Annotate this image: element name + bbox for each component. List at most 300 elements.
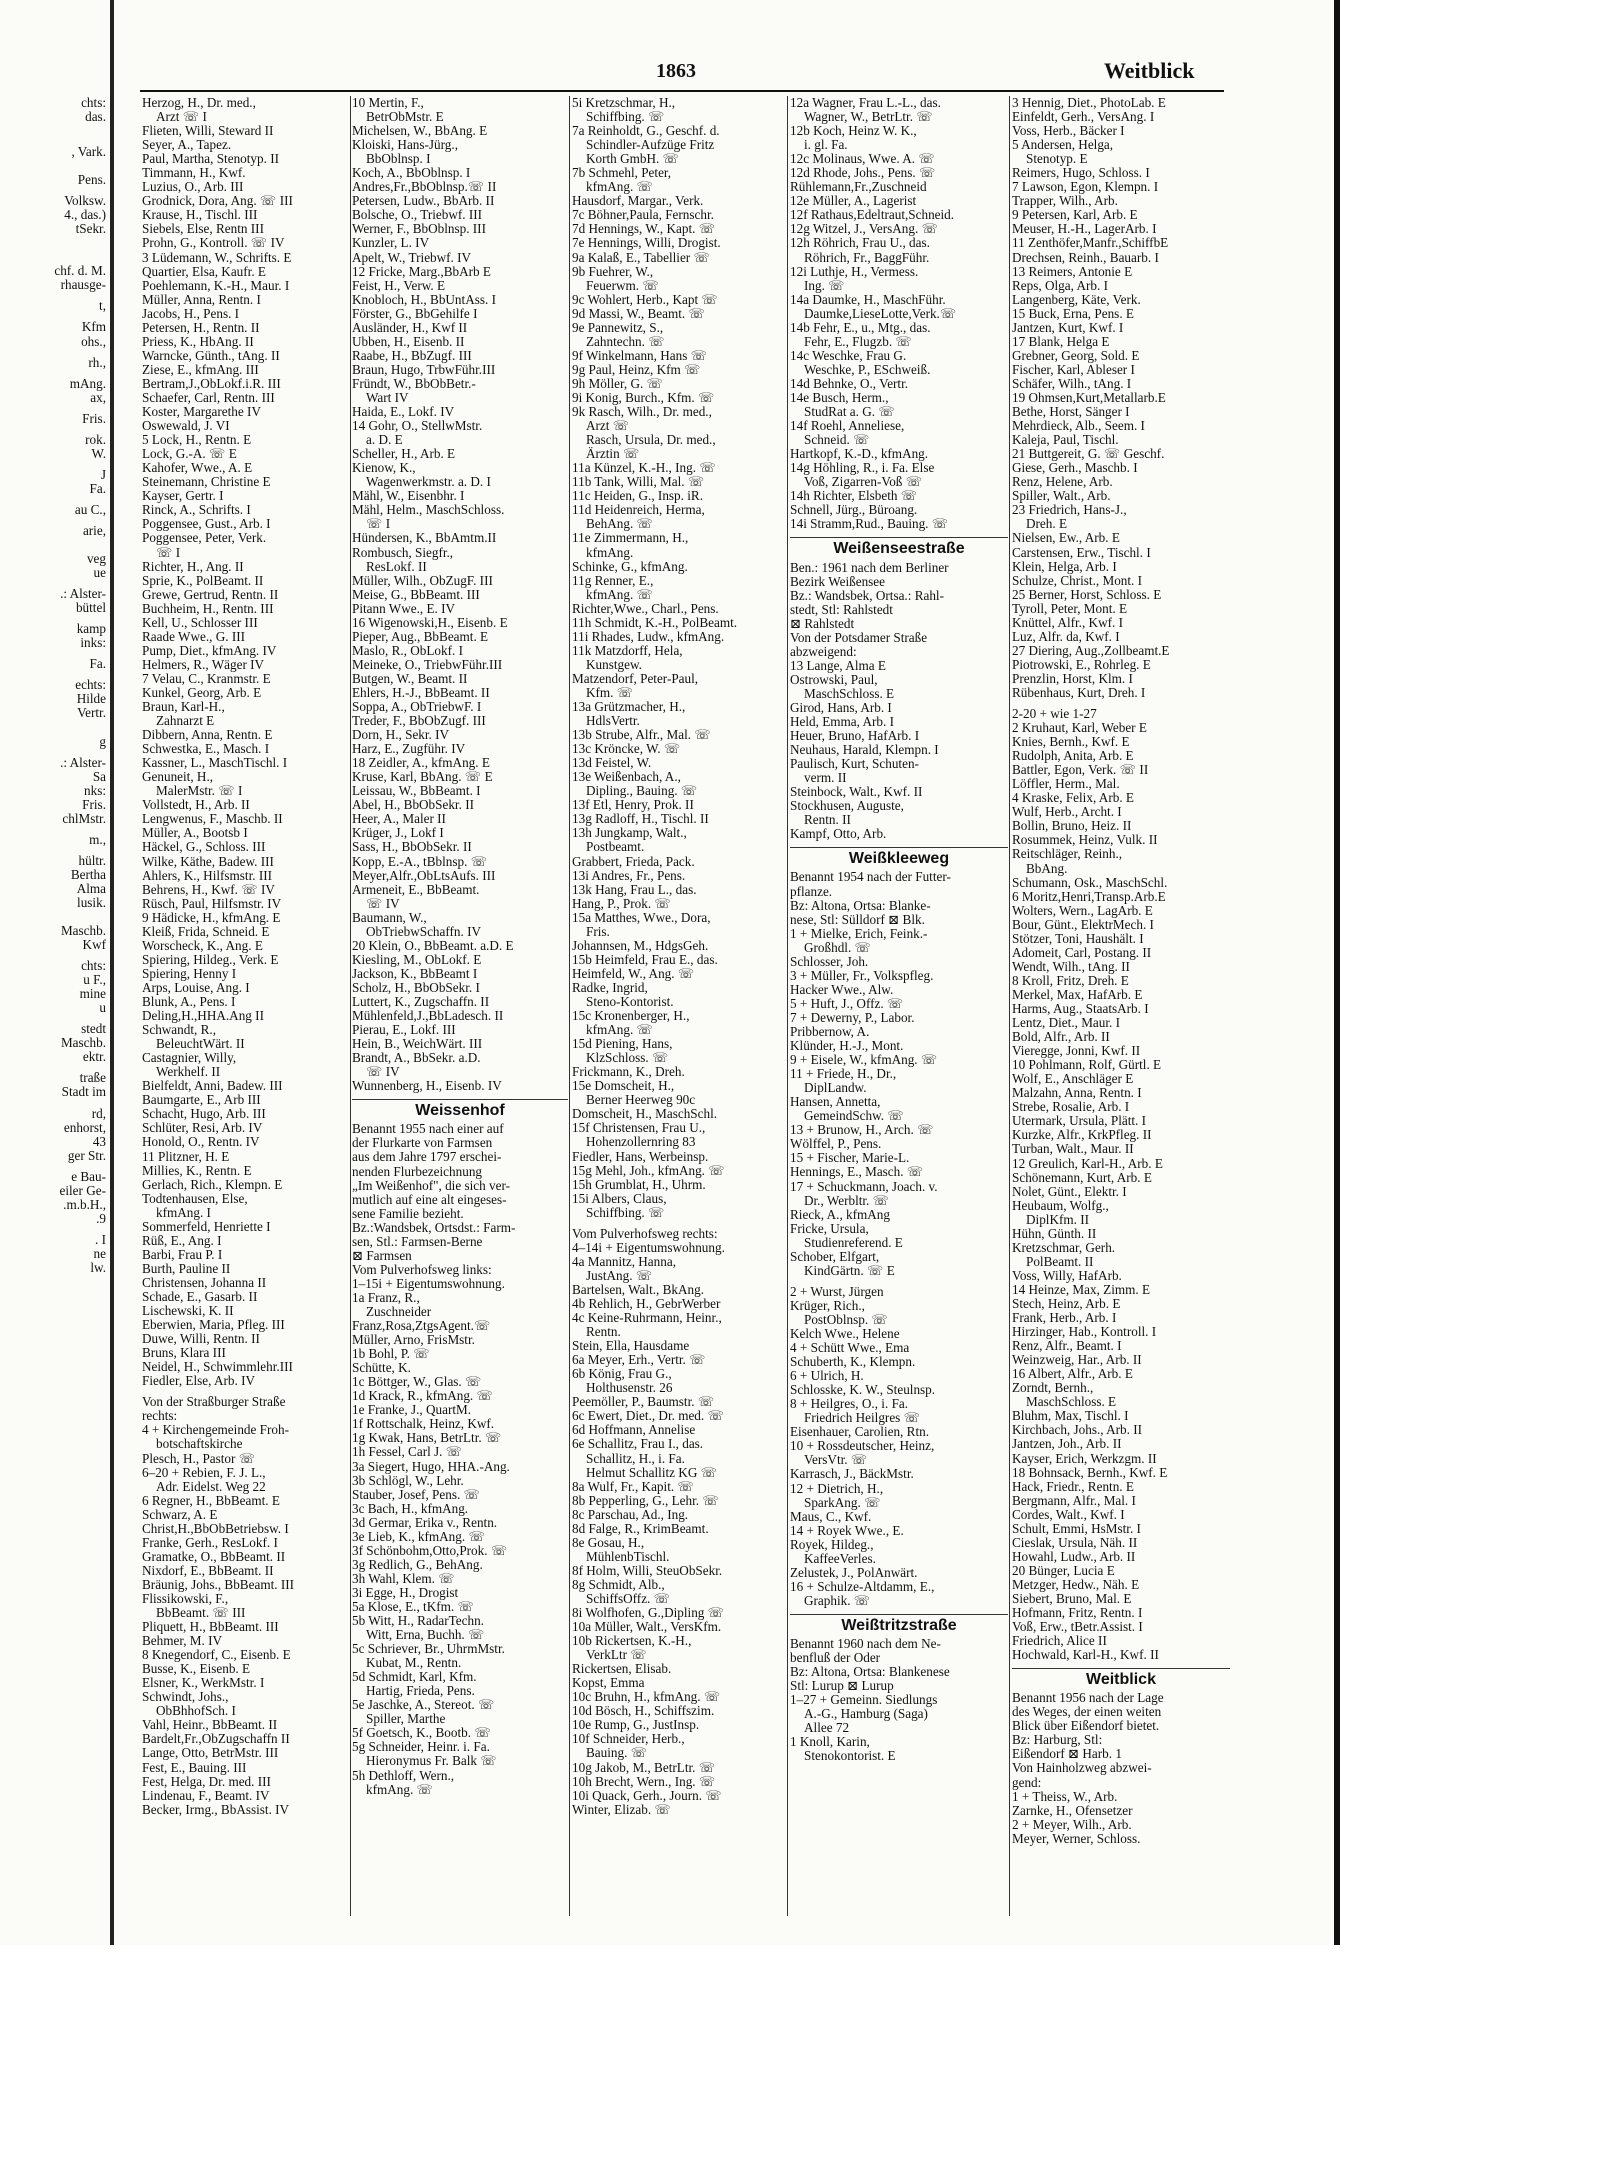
directory-entry: Scheller, H., Arb. E [352,447,456,462]
directory-entry: 8 Knegendorf, C., Eisenb. E [142,1648,291,1663]
entry-continuation: kfmAng. ☏ [586,587,654,602]
directory-entry: Spiering, Hildeg., Verk. E [142,952,279,967]
entry-continuation: KindGärtn. ☏ E [804,1263,895,1278]
directory-entry: Knüttel, Alfr., Kwf. I [1012,615,1123,630]
directory-entry: Müller, Wilh., ObZugF. III [352,573,493,588]
directory-entry: 10d Bösch, H., Schiffszim. [572,1704,715,1719]
directory-entry: 10g Jakob, M., BetrLtr. ☏ [572,1760,716,1775]
entry-continuation: ObTriebwSchaffn. IV [366,924,482,939]
directory-entry: Baumgarte, E., Arb III [142,1093,261,1108]
directory-entry: Behrens, H., Kwf. ☏ IV [142,882,275,897]
directory-entry: 11 Plitzner, H. E [142,1149,230,1164]
directory-entry: Giese, Gerh., Maschb. I [1012,461,1138,476]
directory-entry: Schinke, G., kfmAng. [572,559,688,574]
directory-entry: Renz, Alfr., Beamt. I [1012,1339,1122,1354]
column-divider [1009,96,1010,1916]
directory-entry: Meineke, O., TriebwFühr.III [352,657,503,672]
entry-continuation: Zahntechn. ☏ [586,334,665,349]
directory-entry: Tyroll, Peter, Mont. E [1012,601,1128,616]
directory-entry: 2 + Wurst, Jürgen [790,1284,884,1299]
entry-continuation: Schiffbing. ☏ [586,1205,665,1220]
spacer [0,292,106,299]
margin-fragment: hültr. [78,853,106,868]
directory-entry: Bold, Alfr., Arb. II [1012,1030,1110,1045]
directory-entry: 3b Schlögl, W., Lehr. [352,1473,464,1488]
margin-fragment: t, [99,299,106,314]
margin-fragment: rhausge- [60,278,106,293]
directory-entry: Hündersen, K., BbAmtm.II [352,531,497,546]
directory-entry: Kleiß, Frida, Schneid. E [142,924,270,939]
directory-entry: Kienow, K., [352,461,416,476]
directory-entry: 11h Schmidt, K.-H., PolBeamt. [572,615,738,630]
directory-entry: 1 + Theiss, W., Arb. [1012,1789,1118,1804]
directory-entry: Klein, Helga, Arb. I [1012,559,1117,574]
directory-entry: 1e Franke, J., QuartM. [352,1403,472,1418]
directory-entry: 5 Lock, H., Rentn. E [142,433,252,448]
directory-entry: Kretzschmar, Gerh. [1012,1240,1116,1255]
spacer [0,187,106,194]
directory-entry: Priess, K., HbAng. II [142,334,254,349]
directory-entry: 10b Rickertsen, K.-H., [572,1634,692,1649]
entry-continuation: Hieronymus Fr. Balk ☏ [366,1754,497,1769]
directory-entry: 8d Falge, R., KrimBeamt. [572,1521,709,1536]
directory-entry: 10a Müller, Walt., VersKfm. [572,1620,722,1635]
directory-entry: Bz: Altona, Ortsa: Blankenese [790,1665,950,1680]
directory-entry: Buchheim, H., Rentn. III [142,601,274,616]
margin-fragment: büttel [75,601,106,616]
directory-entry: 6c Ewert, Diet., Dr. med. ☏ [572,1409,724,1424]
directory-entry: Richter,Wwe., Charl., Pens. [572,601,719,616]
directory-entry: 11k Matzdorff, Hela, [572,643,683,658]
directory-entry: 7 + Dewerny, P., Labor. [790,1010,915,1025]
entry-continuation: Ing. ☏ [804,278,845,293]
directory-entry: Malzahn, Anna, Rentn. I [1012,1086,1142,1101]
entry-continuation: Dr., Werbltr. ☏ [804,1193,890,1208]
spacer [0,461,106,468]
entry-continuation: Kunstgew. [586,657,642,672]
directory-entry: 1–15i + Eigentumswohnung. [352,1276,505,1291]
spacer [0,1015,106,1022]
entry-continuation: Bauing. ☏ [586,1746,648,1761]
directory-entry: Schumann, Osk., MaschSchl. [1012,875,1168,890]
directory-entry: Grabbert, Frieda, Pack. [572,854,695,869]
entry-continuation: Arzt ☏ I [156,110,207,125]
directory-entry: Meise, G., BbBeamt. III [352,587,480,602]
directory-entry: 8i Wolfhofen, G.,Dipling ☏ [572,1606,725,1621]
directory-entry: Metzger, Hedw., Näh. E [1012,1577,1140,1592]
entry-continuation: PostOblnsp. ☏ [804,1312,888,1327]
directory-entry: 5 + Huft, J., Offz. ☏ [790,996,904,1011]
spacer [0,257,106,264]
directory-entry: 13e Weißenbach, A., [572,770,681,785]
entry-continuation: Rasch, Ursula, Dr. med., [586,433,716,448]
entry-continuation: Kubat, M., Rentn. [366,1656,462,1671]
directory-entry: 6 Regner, H., BbBeamt. E [142,1493,280,1508]
directory-entry: 14c Weschke, Frau G. [790,348,907,363]
directory-entry: 3e Lieb, K., kfmAng. ☏ [352,1529,485,1544]
street-heading: Weitblick [1012,1668,1230,1687]
directory-entry: Castagnier, Willy, [142,1051,237,1066]
directory-entry: 19 Ohmsen,Kurt,Metallarb.E [1012,390,1166,405]
directory-entry: 11e Zimmermann, H., [572,531,689,546]
margin-fragment: 4., das.) [64,208,106,223]
margin-fragment: nks: [84,783,106,798]
directory-entry: 14d Behnke, O., Vertr. [790,376,909,391]
directory-entry: Royek, Hildeg., [790,1537,874,1552]
directory-entry: Meyer,Alfr.,ObLtsAufs. III [352,868,496,883]
directory-entry: Fest, E., Bauing. III [142,1760,247,1775]
directory-entry: 9e Pannewitz, S., [572,320,664,335]
entry-continuation: Wart IV [366,390,409,405]
directory-entry: Blunk, A., Pens. I [142,995,236,1009]
directory-entry: 10h Brecht, Wern., Ing. ☏ [572,1774,716,1789]
directory-entry: Jackson, K., BbBeamt I [352,966,478,981]
directory-entry: 10c Bruhn, H., kfmAng. ☏ [572,1690,721,1705]
directory-entry: Jacobs, H., Pens. I [142,306,240,321]
entry-continuation: Postbeamt. [586,840,645,855]
directory-entry: 6a Meyer, Erh., Vertr. ☏ [572,1353,706,1368]
directory-entry: Hartkopf, K.-D., kfmAng. [790,447,929,462]
entry-continuation: kfmAng. ☏ [586,180,654,195]
directory-entry: Hacker Wwe., Alw. [790,982,894,997]
spacer [0,1163,106,1170]
directory-entry: Bz: Harburg, Stl: [1012,1733,1103,1748]
entry-continuation: BeleuchtWärt. II [156,1037,245,1052]
directory-entry: Kopst, Emma [572,1676,645,1691]
directory-entry: Poehlemann, K.-H., Maur. I [142,278,290,293]
spacer [0,166,106,173]
directory-entry: 18 Bohnsack, Bernh., Kwf. E [1012,1465,1168,1480]
directory-entry: Strebe, Rosalie, Arb. I [1012,1100,1130,1115]
directory-entry: Luz, Alfr. da, Kwf. I [1012,629,1120,644]
directory-entry: 12b Koch, Heinz W. K., [790,124,917,139]
margin-fragment: enhorst, [63,1120,106,1135]
directory-entry: Wölffel, P., Pens. [790,1137,882,1152]
entry-continuation: Voß, Zigarren-Voß ☏ [804,475,923,490]
spacer [1012,700,1230,707]
spacer [0,749,106,756]
directory-entry: 3h Wahl, Klem. ☏ [352,1571,455,1586]
street-heading: Weißkleeweg [790,847,1008,866]
directory-entry: Poggensee, Peter, Verk. [142,531,267,546]
directory-entry: Gerlach, Rich., Klempn. E [142,1177,283,1192]
entry-continuation: ResLokf. II [366,559,427,574]
directory-entry: Bergmann, Alfr., Mal. I [1012,1493,1136,1508]
directory-entry: Kruse, Karl, BbAng. ☏ E [352,770,493,785]
directory-entry: Haida, E., Lokf. IV [352,405,455,420]
directory-entry: Reimers, Hugo, Schloss. I [1012,166,1150,181]
directory-entry: Vollstedt, H., Arb. II [142,798,250,813]
directory-entry: Hein, B., WeichWärt. III [352,1037,483,1052]
margin-fragment: mine [79,987,106,1002]
directory-entry: Siebels, Else, Rentn III [142,222,264,237]
margin-fragment: e Bau- [71,1169,106,1184]
spacer [0,728,106,735]
directory-entry: Domscheit, H., MaschSchl. [572,1107,718,1122]
directory-entry: Friedrich, Alice II [1012,1634,1107,1649]
directory-entry: Reps, Olga, Arb. I [1012,278,1108,293]
directory-entry: Ausländer, H., Kwf II [352,320,468,335]
page-number: 1863 [656,60,696,82]
margin-fragment: Bertha [70,867,106,882]
directory-entry: Kampf, Otto, Arb. [790,827,887,842]
directory-entry: Rickertsen, Elisab. [572,1662,672,1677]
directory-entry: Vieregge, Jonni, Kwf. II [1012,1044,1141,1059]
directory-entry: 1f Rottschalk, Heinz, Kwf. [352,1417,495,1432]
margin-fragment: Pens. [77,173,106,188]
entry-continuation: ☏ IV [366,1065,400,1080]
directory-entry: Ahlers, K., Hilfsmstr. III [142,868,273,883]
directory-entry: Grewe, Gertrud, Rentn. II [142,587,279,602]
entry-continuation: StudRat a. G. ☏ [804,405,895,420]
margin-fragment: Fris. [82,797,106,812]
directory-entry: 9d Massi, W., Beamt. ☏ [572,306,705,321]
margin-fragment: .: Alster- [60,755,106,770]
directory-entry: 18 Zeidler, A., kfmAng. E [352,756,490,771]
directory-entry: Drechsen, Reinh., Bauarb. I [1012,250,1159,265]
directory-entry: Lindenau, F., Beamt. IV [142,1788,270,1803]
header-rule [140,90,1224,92]
entry-continuation: DiplKfm. II [1026,1212,1089,1227]
directory-entry: Stein, Ella, Hausdame [572,1339,690,1354]
margin-fragment: tSekr. [75,222,106,237]
directory-entry: Pierau, E., Lokf. III [352,1023,456,1038]
directory-entry: 15c Kronenberger, H., [572,1009,690,1024]
entry-continuation: Ärztin ☏ [586,447,640,462]
directory-entry: Merkel, Max, HafArb. E [1012,987,1143,1002]
directory-entry: Mähl, Helm., MaschSchloss. [352,503,505,518]
directory-entry: Lentz, Diet., Maur. I [1012,1016,1121,1031]
directory-entry: Braun, Hugo, TrbwFühr.III [352,362,496,377]
entry-continuation: Steno-Kontorist. [586,995,674,1009]
directory-entry: Knies, Bernh., Kwf. E [1012,735,1130,750]
directory-entry: Arps, Louise, Ang. I [142,980,250,995]
directory-entry: 14 Heinze, Max, Zimm. E [1012,1282,1151,1297]
entry-continuation: BehAng. ☏ [586,517,654,532]
directory-entry: 12a Wagner, Frau L.-L., das. [790,96,941,110]
entry-continuation: i. gl. Fa. [804,138,848,153]
margin-fragment: mAng. [69,376,106,391]
margin-fragment: das. [85,110,106,125]
directory-entry: 9i Konig, Burch., Kfm. ☏ [572,390,715,405]
directory-entry: 6e Schallitz, Frau I., das. [572,1437,704,1452]
directory-entry: Pitann Wwe., E. IV [352,601,456,616]
directory-entry: 14i Stramm,Rud., Bauing. ☏ [790,517,949,532]
directory-entry: Wunnenberg, H., Eisenb. IV [352,1079,502,1094]
directory-entry: Luttert, K., Zugschaffn. II [352,995,490,1009]
directory-entry: 14b Fehr, E., u., Mtg., das. [790,320,931,335]
directory-entry: Siebert, Bruno, Mal. E [1012,1591,1132,1606]
entry-continuation: botschaftskirche [156,1437,243,1452]
directory-entry: 7c Böhner,Paula, Fernschr. [572,208,714,223]
directory-entry: Meuser, H.-H., LagerArb. I [1012,222,1157,237]
directory-entry: ⊠ Rahlstedt [790,616,855,631]
directory-entry: Kunkel, Georg, Arb. E [142,685,262,700]
margin-fragment: g [99,734,106,749]
entry-continuation: DiplLandw. [804,1081,867,1096]
directory-entry: Johannsen, M., HdgsGeh. [572,938,709,953]
directory-entry: 3d Germar, Erika v., Rentn. [352,1515,498,1530]
directory-entry: Burth, Pauline II [142,1261,231,1276]
directory-entry: Stech, Heinz, Arb. E [1012,1296,1121,1311]
directory-entry: Müller, A., Bootsb I [142,826,248,841]
directory-entry: benfluß der Oder [790,1651,881,1666]
margin-fragment: au C., [74,502,106,517]
margin-fragment: echts: [75,678,106,693]
directory-entry: Pieper, Aug., BbBeamt. E [352,629,489,644]
directory-entry: Kiesling, M., ObLokf. E [352,952,482,967]
directory-entry: nese, Stl: Sülldorf ⊠ Blk. [790,912,925,927]
directory-entry: Hansen, Annetta, [790,1095,881,1110]
directory-entry: Wolters, Wern., LagArb. E [1012,903,1153,918]
directory-entry: Frank, Herb., Arb. I [1012,1311,1117,1326]
directory-entry: 13 + Brunow, H., Arch. ☏ [790,1123,934,1138]
directory-entry: Pliquett, H., BbBeamt. III [142,1620,279,1635]
directory-entry: Neuhaus, Harald, Klempn. I [790,743,939,758]
margin-fragment: arie, [82,523,106,538]
directory-entry: Voss, Willy, HafArb. [1012,1268,1122,1283]
directory-entry: Baumann, W., [352,910,427,925]
directory-entry: 14e Busch, Herm., [790,390,889,405]
directory-entry: Franke, Gerh., ResLokf. I [142,1535,278,1550]
margin-fragment: u F., [83,973,106,988]
directory-entry: 8e Gosau, H., [572,1535,645,1550]
directory-entry: Renz, Helene, Arb. [1012,475,1113,490]
directory-entry: 4 Kraske, Felix, Arb. E [1012,791,1134,806]
directory-entry: Wendt, Wilh., tAng. II [1012,959,1130,974]
directory-entry: Carstensen, Erw., Tischl. I [1012,545,1151,560]
directory-entry: Schuberth, K., Klempn. [790,1355,916,1370]
directory-entry: Howahl, Ludw., Arb. II [1012,1549,1136,1564]
directory-entry: 1c Böttger, W., Glas. ☏ [352,1375,482,1390]
directory-entry: Abel, H., BbObSekr. II [352,798,474,813]
directory-entry: ⊠ Farmsen [352,1248,412,1263]
directory-entry: 14 + Royek Wwe., E. [790,1523,904,1538]
directory-entry: Lock, G.-A. ☏ E [142,447,237,462]
directory-entry: Ehlers, H.-J., BbBeamt. II [352,685,490,700]
margin-fragment: lusik. [77,895,106,910]
directory-entry: Elsner, K., WerkMstr. I [142,1676,265,1691]
directory-entry: 14h Richter, Elsbeth ☏ [790,489,918,504]
directory-entry: Andres,Fr.,BbOblnsp.☏ II [352,180,497,195]
entry-continuation: Studienreferend. E [804,1235,903,1250]
directory-entry: Rieck, A., kfmAng [790,1207,890,1222]
directory-entry: 10i Quack, Gerh., Journ. ☏ [572,1788,722,1803]
directory-entry: 4 + Schütt Wwe., Ema [790,1341,910,1356]
margin-fragment: Fris. [82,411,106,426]
directory-entry: 12 + Dietrich, H., [790,1481,884,1496]
directory-entry: gend: [1012,1775,1042,1790]
directory-entry: Honold, O., Rentn. IV [142,1135,260,1150]
street-heading: Weißtritzstraße [790,1614,1008,1633]
directory-entry: 12c Molinaus, Wwe. A. ☏ [790,152,935,167]
directory-entry: Schwandt, R., [142,1023,216,1038]
directory-entry: Nixdorf, E., BbBeamt. II [142,1563,274,1578]
directory-entry: 14g Höhling, R., i. Fa. Else [790,461,935,476]
directory-entry: Bethe, Horst, Sänger I [1012,405,1130,420]
directory-entry: Franz,Rosa,ZtgsAgent.☏ [352,1319,491,1334]
directory-entry: Krüger, Rich., [790,1298,865,1313]
spacer [0,370,106,377]
directory-entry: Scholz, H., BbObSekr. I [352,980,480,995]
directory-entry: 13c Kröncke, W. ☏ [572,742,681,757]
margin-fragment: .: Alster- [60,587,106,602]
directory-entry: Busse, K., Eisenb. E [142,1662,251,1677]
directory-entry: Pribbernow, A. [790,1025,870,1039]
directory-entry: 4a Mannitz, Hanna, [572,1254,676,1269]
directory-entry: 8 + Heilgres, O., i. Fa. [790,1397,909,1412]
entry-continuation: Schallitz, H., i. Fa. [586,1451,685,1466]
margin-fragment: chts: [81,96,106,110]
margin-fragment: ektr. [82,1050,106,1065]
directory-entry: Bruns, Klara III [142,1346,226,1361]
directory-entry: Christ,H.,BbObBetriebsw. I [142,1521,289,1536]
directory-entry: Benannt 1954 nach der Futter- [790,870,951,885]
directory-entry: Kell, U., Schlosser III [142,615,258,630]
directory-entry: 25 Berner, Horst, Schloss. E [1012,587,1162,602]
directory-entry: pflanze. [790,884,833,899]
directory-entry: Flissikowski, F., [142,1591,229,1606]
margin-fragment: Hilde [76,692,106,707]
entry-continuation: Zahnarzt E [156,714,215,729]
directory-entry: Jantzen, Joh., Arb. II [1012,1437,1122,1452]
directory-entry: 13 Lange, Alma E [790,658,886,673]
directory-entry: 7a Reinholdt, G., Geschf. d. [572,124,720,139]
directory-entry: 3 Hennig, Diet., PhotoLab. E [1012,96,1166,110]
directory-entry: 13b Strube, Alfr., Mal. ☏ [572,728,711,743]
directory-entry: Bertram,J.,ObLokf.i.R. III [142,376,281,391]
directory-entry: 7 Velau, C., Kranmstr. E [142,671,271,686]
directory-entry: „Im Weißenhof", die sich ver- [352,1178,510,1193]
directory-entry: Karrasch, J., BäckMstr. [790,1467,914,1482]
entry-continuation: ☏ IV [366,896,400,911]
directory-entry: sen, Stl.: Farmsen-Berne [352,1234,483,1249]
directory-entry: 1d Krack, R., kfmAng. ☏ [352,1389,494,1404]
spacer [0,545,106,552]
page-edge [1334,0,1340,1945]
directory-entry: 4b Rehlich, H., GebrWerber [572,1296,721,1311]
directory-entry: 14a Daumke, H., MaschFühr. [790,292,946,307]
directory-entry: 15e Domscheit, H., [572,1079,675,1094]
directory-entry: 2-20 + wie 1-27 [1012,707,1097,722]
directory-column-2 [352,96,568,1916]
entry-continuation: kfmAng. [586,545,634,560]
directory-entry: 8f Holm, Willi, SteuObSekr. [572,1563,723,1578]
directory-entry: 8a Wulf, Fr., Kapit. ☏ [572,1479,694,1494]
directory-entry: Eißendorf ⊠ Harb. 1 [1012,1747,1122,1762]
directory-entry: Mehrdieck, Alb., Seem. I [1012,419,1145,434]
entry-continuation: Berner Heerweg 90c [586,1093,696,1108]
directory-entry: Schwestka, E., Masch. I [142,742,270,757]
directory-entry: Von der Potsdamer Straße [790,630,928,645]
entry-continuation: Schiffbing. ☏ [586,110,665,125]
directory-entry: 15b Heimfeld, Frau E., das. [572,952,718,967]
directory-entry: 16 Albert, Alfr., Arb. E [1012,1367,1133,1382]
spacer [0,1226,106,1233]
directory-entry: 9k Rasch, Wilh., Dr. med., [572,405,712,420]
directory-entry: Rudolph, Anita, Arb. E [1012,749,1134,764]
spacer [0,131,106,138]
directory-entry: Heimfeld, W., Ang. ☏ [572,966,695,981]
directory-entry: Müller, Anna, Rentn. I [142,292,261,307]
entry-continuation: Daumke,LieseLotte,Verk.☏ [804,306,957,321]
directory-entry: Müller, Arno, FrisMstr. [352,1333,475,1348]
entry-continuation: Fehr, E., Flugzb. ☏ [804,334,912,349]
directory-entry: 11b Tank, Willi, Mal. ☏ [572,475,705,490]
margin-fragment: inks: [80,636,106,651]
margin-fragment: . I [95,1232,106,1247]
directory-entry: 16 Wigenowski,H., Eisenb. E [352,615,508,630]
